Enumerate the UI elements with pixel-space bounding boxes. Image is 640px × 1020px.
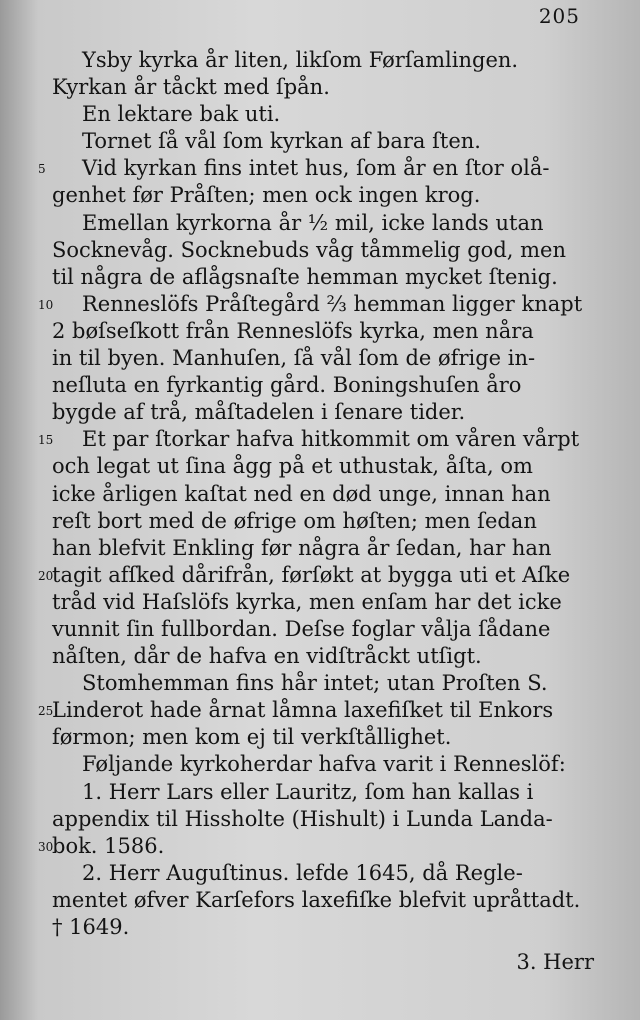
line-content: appendix til Hissholte (Hishult) i Lunda Landa-: [52, 806, 553, 831]
line-content: reſt bort med de øfrige om høſten; men ſedan: [52, 508, 537, 533]
line-content: Emellan kyrkorna år ½ mil, icke lands utan: [82, 210, 544, 235]
line-content: Følјande kyrkoherdar hafva varit i Renneslöf:: [82, 752, 566, 777]
text-line: [52, 399, 600, 426]
line-content: 2 bøſseſkott från Renneslöfs kyrka, men nåra: [52, 318, 534, 343]
line-content: En lektare bak uti.: [82, 102, 281, 127]
line-number: 20: [38, 568, 54, 583]
text-line: [52, 182, 600, 209]
line-number: 25: [38, 704, 54, 719]
text-line: [38, 155, 600, 182]
text-line: [52, 372, 600, 399]
line-content: han blefvit Enkling før några år ſedan, har han: [52, 535, 552, 560]
line-content: til några de aflågsnaſte hemman mycket ſtenig.: [52, 264, 558, 289]
text-line: [52, 74, 600, 101]
line-number: 10: [38, 297, 54, 312]
line-content: genhet før Pråſten; men ock ingen krog.: [52, 183, 481, 208]
line-content: førmon; men kom ej til verkſtållighet.: [52, 725, 452, 750]
text-line: [52, 535, 600, 562]
line-content: Ysby kyrka år liten, likſom Førſamlingen.: [82, 48, 519, 72]
text-line: [52, 318, 600, 345]
text-line: [38, 697, 600, 724]
text-line: [52, 101, 600, 128]
line-number: 30: [38, 839, 54, 854]
line-content: † 1649.: [52, 915, 130, 939]
line-content: 2. Herr Auguſtinus. lefde 1645, då Regle-: [82, 860, 523, 885]
line-content: Et par ſtorkar hafva hitkommit om våren vårpt: [82, 427, 580, 452]
line-content: Linderot hade årnat låmna laxefiſket til Enkors: [52, 698, 554, 723]
catchword: 3. Herr: [516, 950, 594, 975]
line-number: 5: [38, 162, 46, 177]
line-content: in til byen. Manhuſen, ſå vål ſom de øfrige in-: [52, 346, 536, 371]
line-content: Stomhemman fins hår intet; utan Proſten S.: [82, 671, 548, 696]
line-content: tråd vid Haſslöfs kyrka, men enſam har det icke: [52, 589, 562, 614]
line-content: neſluta en fyrkantig gård. Boningshuſen åro: [52, 373, 522, 398]
line-content: nåſten, dår de hafva en vidſtråckt utſigt.: [52, 644, 482, 669]
text-line: [52, 914, 600, 941]
text-line: [52, 481, 600, 508]
text-line: [52, 453, 600, 480]
text-line: [52, 860, 600, 887]
text-line: [52, 806, 600, 833]
line-content: icke årligen kaſtat ned en død unge, innan han: [52, 481, 551, 506]
line-content: tagit afſked dårifrån, førſøkt at bygga uti et Aſke: [52, 562, 571, 587]
line-number: 15: [38, 433, 54, 448]
text-line: [52, 724, 600, 751]
text-line: [52, 616, 600, 643]
line-content: 1. Herr Lars eller Lauritz, ſom han kallas i: [82, 779, 534, 804]
line-content: Tornet ſå vål ſom kyrkan af bara ſten.: [82, 129, 481, 154]
text-line: [52, 264, 600, 291]
line-content: bok. 1586.: [52, 833, 165, 858]
text-line: [52, 210, 600, 237]
text-line: [52, 589, 600, 616]
text-line: [38, 426, 600, 453]
text-line: [52, 643, 600, 670]
text-line: [52, 508, 600, 535]
line-content: Kyrkan år tåckt med ſpån.: [52, 75, 330, 100]
text-line: [52, 887, 600, 914]
text-line: [38, 562, 600, 589]
line-content: Socknevåg. Socknebuds våg tåmmelig god, men: [52, 237, 566, 262]
page-number: 205: [538, 4, 580, 28]
line-content: Vid kyrkan fins intet hus, ſom år en ſtor olå-: [82, 156, 550, 181]
line-content: mentet øfver Karſefors laxefiſke blefvit upråttadt.: [52, 887, 581, 912]
line-content: bygde af trå, måſtadelen i ſenare tider.: [52, 400, 466, 425]
text-line: [52, 237, 600, 264]
text-line: [52, 47, 600, 74]
text-line: [52, 128, 600, 155]
line-content: vunnit ſin fullbordan. Deſse foglar vålja ſådane: [52, 616, 551, 641]
line-content: Renneslöfs Pråſtegård ⅔ hemman ligger knapt: [82, 291, 583, 316]
text-line: [52, 779, 600, 806]
line-content: och legat ut ſina ågg på et uthustak, åſta, om: [52, 454, 533, 479]
text-line: [52, 751, 600, 778]
text-line: [52, 345, 600, 372]
text-line: [38, 833, 600, 860]
page-text: [38, 47, 600, 976]
text-line: [52, 670, 600, 697]
text-line: [38, 291, 600, 318]
